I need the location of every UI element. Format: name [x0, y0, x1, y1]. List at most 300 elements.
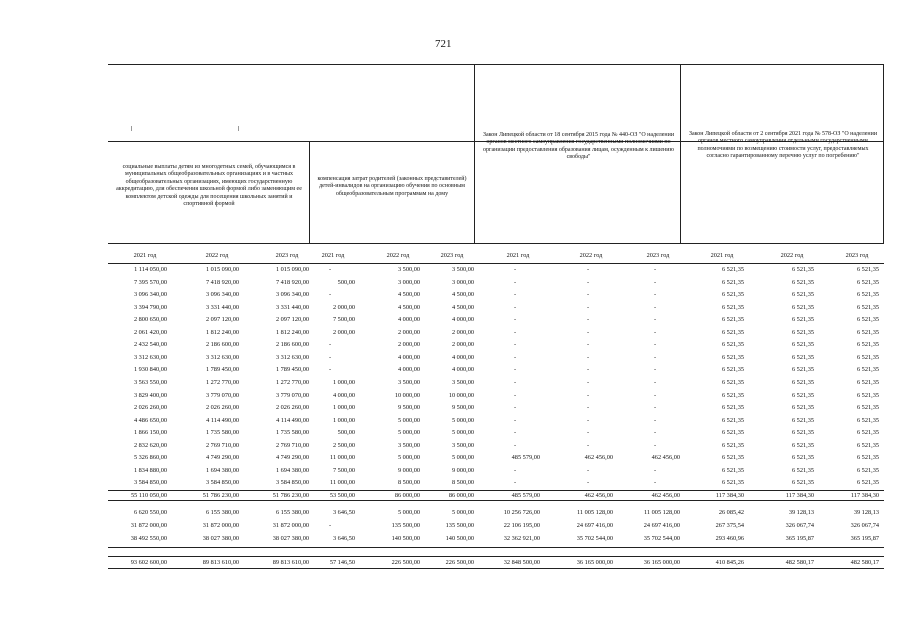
table-cell: 6 521,35 — [721, 316, 744, 324]
table-cell: 326 067,74 — [850, 522, 879, 529]
table-cell: 4 749 290,00 — [205, 454, 239, 462]
table-cell: 7 500,00 — [332, 466, 355, 474]
table-cell: 482 580,17 — [785, 559, 814, 566]
table-cell: 462 456,00 — [584, 492, 613, 499]
table-cell: 7 418 920,00 — [275, 278, 309, 286]
table-cell: 6 521,35 — [791, 416, 814, 424]
table-cell: 2 769 710,00 — [275, 441, 309, 449]
table-cell: 4 500,00 — [451, 291, 474, 299]
table-cell: 140 500,00 — [391, 535, 420, 542]
column-divider — [474, 64, 475, 243]
table-cell: 2 000,00 — [451, 328, 474, 336]
table-cell: 3 096 340,00 — [275, 291, 309, 299]
table-cell: 140 500,00 — [445, 535, 474, 542]
table-cell: 1 735 580,00 — [205, 429, 239, 437]
table-cell: 4 486 650,00 — [133, 416, 167, 424]
table-cell: 2 026 260,00 — [133, 404, 167, 412]
table-cell: 9 500,00 — [397, 404, 420, 412]
table-cell: 1 812 240,00 — [205, 328, 239, 336]
table-cell: 6 521,35 — [856, 466, 879, 474]
table-cell: 6 521,35 — [856, 328, 879, 336]
table-cell: 6 521,35 — [791, 454, 814, 462]
table-cell: - — [586, 291, 590, 299]
table-cell: - — [513, 378, 517, 386]
table-cell: - — [586, 303, 590, 311]
table-cell: - — [513, 416, 517, 424]
table-cell: 6 521,35 — [856, 366, 879, 374]
table-cell: 6 521,35 — [721, 454, 744, 462]
table-cell: - — [513, 341, 517, 349]
table-cell: 6 521,35 — [721, 479, 744, 487]
table-cell: 6 521,35 — [721, 341, 744, 349]
table-cell: 26 085,42 — [718, 509, 744, 516]
table-cell: - — [328, 291, 332, 299]
table-cell: 462 456,00 — [651, 492, 680, 499]
table-cell: 6 521,35 — [721, 441, 744, 449]
table-cell: 6 521,35 — [791, 466, 814, 474]
table-cell: 4 000,00 — [451, 366, 474, 374]
table-cell: - — [653, 366, 657, 374]
table-cell: - — [653, 466, 657, 474]
table-cell: 2 000,00 — [332, 328, 355, 336]
table-cell: 3 500,00 — [451, 378, 474, 386]
table-cell: 1 015 090,00 — [205, 266, 239, 273]
table-cell: - — [586, 366, 590, 374]
table-cell: 6 521,35 — [721, 328, 744, 336]
table-cell: 3 829 400,00 — [133, 391, 167, 399]
year-header: 2021 год — [321, 252, 345, 259]
table-cell: 7 395 570,00 — [133, 278, 167, 286]
table-cell: 7 418 920,00 — [205, 278, 239, 286]
table-cell: - — [653, 328, 657, 336]
table-cell: 6 521,35 — [791, 303, 814, 311]
table-cell: - — [513, 303, 517, 311]
table-cell: 5 000,00 — [397, 416, 420, 424]
table-cell: 6 521,35 — [791, 378, 814, 386]
table-cell: 2 061 420,00 — [133, 328, 167, 336]
table-cell: 6 521,35 — [856, 303, 879, 311]
table-cell: 6 521,35 — [856, 291, 879, 299]
table-cell: 2 800 650,00 — [133, 316, 167, 324]
table-cell: - — [653, 353, 657, 361]
table-cell: - — [586, 391, 590, 399]
table-cell: - — [513, 266, 517, 273]
table-cell: - — [586, 466, 590, 474]
table-cell: 5 000,00 — [451, 416, 474, 424]
table-cell: 51 786 230,00 — [272, 492, 309, 499]
table-cell: 3 500,00 — [397, 441, 420, 449]
table-cell: 4 500,00 — [397, 303, 420, 311]
table-cell: 1 272 770,00 — [205, 378, 239, 386]
table-cell: - — [328, 366, 332, 374]
table-cell: 3 312 630,00 — [205, 353, 239, 361]
table-cell: - — [653, 391, 657, 399]
header-law-578: Закон Липецкой области от 2 сентября 2021 года № 578-ОЗ "О наделении органов местного самоуправления отдельными государственными полномочиями по возмещению стоимости услуг, предоставляемых согласно гарантированному перечню услуг по погребению" — [688, 131, 878, 160]
table-cell: 6 521,35 — [856, 391, 879, 399]
table-cell: - — [513, 391, 517, 399]
table-cell: 3 096 340,00 — [205, 291, 239, 299]
table-cell: 6 521,35 — [791, 479, 814, 487]
table-cell: 2 832 620,00 — [133, 441, 167, 449]
table-cell: 6 521,35 — [856, 353, 879, 361]
table-cell: 2 186 600,00 — [205, 341, 239, 349]
table-cell: 267 375,54 — [715, 522, 744, 529]
table-cell: 6 521,35 — [791, 353, 814, 361]
table-cell: 6 155 380,00 — [205, 509, 239, 516]
table-cell: 2 000,00 — [397, 328, 420, 336]
table-cell: 410 845,26 — [715, 559, 744, 566]
table-cell: 35 702 544,00 — [576, 535, 613, 542]
table-cell: 6 521,35 — [791, 328, 814, 336]
table-cell: 10 256 726,00 — [503, 509, 540, 516]
table-cell: 6 521,35 — [791, 341, 814, 349]
table-cell: 22 106 195,00 — [503, 522, 540, 529]
table-cell: 226 500,00 — [391, 559, 420, 566]
table-cell: 3 584 850,00 — [275, 479, 309, 487]
table-cell: 2 097 120,00 — [205, 316, 239, 324]
table-cell: - — [653, 479, 657, 487]
table-cell: - — [653, 266, 657, 273]
table-cell: - — [513, 466, 517, 474]
table-cell: 5 000,00 — [397, 509, 420, 516]
table-cell: 6 521,35 — [856, 416, 879, 424]
table-cell: 10 000,00 — [394, 391, 420, 399]
table-cell: 2 026 260,00 — [205, 404, 239, 412]
table-cell: 3 646,50 — [332, 509, 355, 516]
table-cell: 3 000,00 — [451, 278, 474, 286]
table-cell: 6 521,35 — [791, 291, 814, 299]
table-cell: 11 005 128,00 — [644, 509, 680, 516]
table-cell: - — [513, 366, 517, 374]
header-social-payments: социальные выплаты детям из многодетных семей, обучающимся в муниципальных общеобразовательных организациях и в частных общеобразовательных организациях, имеющих государственную аккредитацию, для обеспечения школьной формой либо заменяющим ее комплектом детской одежды для посещения школьных занятий и спортивной формой — [116, 164, 302, 208]
table-cell: 51 786 230,00 — [202, 492, 239, 499]
table-cell: 1 789 450,00 — [205, 366, 239, 374]
table-cell: 31 872 000,00 — [202, 522, 239, 529]
table-cell: 2 769 710,00 — [205, 441, 239, 449]
table-cell: 3 500,00 — [397, 378, 420, 386]
table-cell: 5 000,00 — [451, 454, 474, 462]
year-header: 2022 год — [205, 252, 229, 259]
total-bottom-line — [108, 568, 884, 569]
table-cell: 6 521,35 — [721, 404, 744, 412]
table-cell: 39 128,13 — [788, 509, 814, 516]
table-cell: - — [586, 278, 590, 286]
table-cell: 293 460,96 — [715, 535, 744, 542]
table-cell: - — [586, 378, 590, 386]
table-cell: - — [586, 316, 590, 324]
table-cell: 8 500,00 — [397, 479, 420, 487]
table-cell: 6 521,35 — [791, 278, 814, 286]
table-cell: - — [328, 522, 332, 529]
table-cell: 6 521,35 — [721, 429, 744, 437]
header-disabled-children-compensation: компенсация затрат родителей (законных представителей) детей-инвалидов на организацию обучения по основным общеобразовательным программам на дому — [317, 176, 467, 197]
table-cell: 6 521,35 — [791, 266, 814, 273]
subtotal-bottom-line — [108, 500, 884, 501]
table-cell: 117 384,30 — [785, 492, 814, 499]
table-cell: 32 848 500,00 — [503, 559, 540, 566]
table-cell: 1 789 450,00 — [275, 366, 309, 374]
table-cell: 89 813 610,00 — [272, 559, 309, 566]
table-cell: 326 067,74 — [785, 522, 814, 529]
table-cell: 3 312 630,00 — [275, 353, 309, 361]
table-cell: 1 812 240,00 — [275, 328, 309, 336]
table-cell: 5 000,00 — [397, 429, 420, 437]
table-cell: 6 521,35 — [856, 316, 879, 324]
table-cell: 1 000,00 — [332, 404, 355, 412]
table-cell: 135 500,00 — [445, 522, 474, 529]
table-cell: 4 000,00 — [451, 353, 474, 361]
table-cell: 462 456,00 — [584, 454, 613, 462]
table-cell: 86 000,00 — [448, 492, 474, 499]
table-cell: 11 005 128,00 — [577, 509, 613, 516]
table-cell: - — [653, 416, 657, 424]
table-cell: 3 331 440,00 — [275, 303, 309, 311]
table-cell: 89 813 610,00 — [202, 559, 239, 566]
table-cell: - — [513, 291, 517, 299]
table-cell: - — [513, 441, 517, 449]
table-cell: 55 110 050,00 — [131, 492, 167, 499]
table-cell: 31 872 000,00 — [272, 522, 309, 529]
table-cell: 1 000,00 — [332, 378, 355, 386]
table-cell: 3 500,00 — [397, 266, 420, 273]
table-cell: 53 500,00 — [329, 492, 355, 499]
year-header: 2021 год — [506, 252, 530, 259]
table-cell: 6 521,35 — [791, 316, 814, 324]
table-cell: 86 000,00 — [394, 492, 420, 499]
year-header: 2022 год — [579, 252, 603, 259]
table-cell: 31 872 000,00 — [130, 522, 167, 529]
year-header: 2021 год — [710, 252, 734, 259]
table-cell: 1 735 580,00 — [275, 429, 309, 437]
year-header: 2023 год — [845, 252, 869, 259]
table-cell: 500,00 — [337, 429, 355, 437]
year-header: 2021 год — [133, 252, 157, 259]
table-cell: - — [586, 404, 590, 412]
table-cell: 3 779 070,00 — [275, 391, 309, 399]
table-cell: - — [513, 479, 517, 487]
table-cell: - — [586, 266, 590, 273]
table-cell: 6 620 550,00 — [133, 509, 167, 516]
table-cell: 1 694 380,00 — [205, 466, 239, 474]
years-top-line — [108, 243, 884, 244]
table-cell: - — [328, 341, 332, 349]
tick-mark — [238, 126, 239, 131]
year-header: 2023 год — [275, 252, 299, 259]
table-cell: 6 521,35 — [721, 466, 744, 474]
table-cell: 6 521,35 — [856, 378, 879, 386]
table-cell: 36 165 000,00 — [643, 559, 680, 566]
table-cell: 2 000,00 — [397, 341, 420, 349]
table-cell: 4 000,00 — [397, 316, 420, 324]
table-cell: 38 492 550,00 — [130, 535, 167, 542]
table-cell: - — [513, 429, 517, 437]
table-cell: 4 000,00 — [332, 391, 355, 399]
table-cell: 6 521,35 — [721, 266, 744, 273]
table-cell: - — [586, 441, 590, 449]
table-cell: 6 521,35 — [791, 366, 814, 374]
table-cell: 6 521,35 — [721, 291, 744, 299]
table-cell: 3 500,00 — [451, 266, 474, 273]
table-cell: - — [653, 291, 657, 299]
table-cell: 3 584 850,00 — [205, 479, 239, 487]
table-cell: - — [653, 378, 657, 386]
table-cell: 2 432 540,00 — [133, 341, 167, 349]
table-cell: 1 866 150,00 — [133, 429, 167, 437]
table-cell: - — [586, 353, 590, 361]
table-cell: 6 521,35 — [856, 404, 879, 412]
table-cell: - — [653, 429, 657, 437]
table-cell: 8 500,00 — [451, 479, 474, 487]
years-bottom-line — [108, 263, 884, 264]
table-cell: 1 694 380,00 — [275, 466, 309, 474]
table-cell: 5 000,00 — [451, 509, 474, 516]
table-cell: - — [513, 316, 517, 324]
table-cell: - — [328, 266, 332, 273]
table-cell: 6 521,35 — [856, 454, 879, 462]
table-cell: 11 000,00 — [330, 454, 355, 462]
table-cell: 9 000,00 — [451, 466, 474, 474]
table-cell: 3 646,50 — [332, 535, 355, 542]
table-cell: 6 521,35 — [721, 303, 744, 311]
column-divider — [680, 64, 681, 243]
table-cell: 57 146,50 — [329, 559, 355, 566]
table-cell: 485 579,00 — [511, 492, 540, 499]
table-cell: 6 155 380,00 — [275, 509, 309, 516]
table-cell: 6 521,35 — [721, 416, 744, 424]
table-cell: - — [586, 429, 590, 437]
table-cell: - — [513, 278, 517, 286]
table-cell: 6 521,35 — [721, 278, 744, 286]
table-cell: 6 521,35 — [856, 278, 879, 286]
tick-mark — [131, 126, 132, 131]
table-cell: 6 521,35 — [791, 429, 814, 437]
table-cell: 6 521,35 — [791, 404, 814, 412]
table-cell: - — [586, 479, 590, 487]
table-cell: 4 114 490,00 — [206, 416, 239, 424]
table-cell: 482 580,17 — [850, 559, 879, 566]
table-cell: 485 579,00 — [511, 454, 540, 462]
year-header: 2022 год — [386, 252, 410, 259]
table-cell: 2 500,00 — [332, 441, 355, 449]
table-cell: - — [328, 353, 332, 361]
table-cell: 4 000,00 — [397, 366, 420, 374]
table-cell: 3 500,00 — [451, 441, 474, 449]
table-cell: 117 384,30 — [850, 492, 879, 499]
table-cell: 4 500,00 — [451, 303, 474, 311]
table-cell: 2 026 260,00 — [275, 404, 309, 412]
header-law-440: Закон Липецкой области от 18 сентября 2015 года № 440-ОЗ "О наделении органов местного самоуправления государственными полномочиями по организации предоставления образования лицам, осужденным к лишению свободы" — [482, 132, 675, 161]
table-cell: 93 602 600,00 — [130, 559, 167, 566]
table-cell: - — [653, 441, 657, 449]
table-cell: 365 195,87 — [850, 535, 879, 542]
table-cell: 38 027 380,00 — [272, 535, 309, 542]
table-cell: 365 195,87 — [785, 535, 814, 542]
table-cell: 35 702 544,00 — [643, 535, 680, 542]
summary-line — [108, 547, 884, 548]
table-cell: 39 128,13 — [853, 509, 879, 516]
table-cell: 6 521,35 — [856, 441, 879, 449]
table-cell: - — [653, 316, 657, 324]
column-divider — [883, 64, 884, 243]
table-cell: - — [513, 353, 517, 361]
table-top-border — [108, 64, 884, 65]
table-cell: 6 521,35 — [721, 378, 744, 386]
table-cell: - — [653, 303, 657, 311]
year-header: 2023 год — [440, 252, 464, 259]
table-cell: 36 165 000,00 — [576, 559, 613, 566]
table-cell: 6 521,35 — [856, 266, 879, 273]
table-cell: 6 521,35 — [791, 391, 814, 399]
table-cell: 4 000,00 — [397, 353, 420, 361]
table-cell: 1 000,00 — [332, 416, 355, 424]
table-cell: 2 000,00 — [332, 303, 355, 311]
table-cell: 11 000,00 — [330, 479, 355, 487]
table-cell: 24 697 416,00 — [643, 522, 680, 529]
table-cell: 500,00 — [337, 278, 355, 286]
table-cell: 462 456,00 — [651, 454, 680, 462]
table-cell: 6 521,35 — [791, 441, 814, 449]
table-cell: - — [586, 341, 590, 349]
table-cell: 32 362 921,00 — [503, 535, 540, 542]
table-cell: - — [513, 328, 517, 336]
total-top-line — [108, 556, 884, 557]
column-divider — [309, 141, 310, 243]
table-cell: 38 027 380,00 — [202, 535, 239, 542]
table-cell: 6 521,35 — [856, 479, 879, 487]
budget-table — [108, 64, 884, 570]
table-cell: 5 326 860,00 — [133, 454, 167, 462]
table-cell: 6 521,35 — [721, 391, 744, 399]
table-cell: 3 779 070,00 — [205, 391, 239, 399]
table-cell: 6 521,35 — [856, 341, 879, 349]
table-cell: 226 500,00 — [445, 559, 474, 566]
table-cell: 3 563 550,00 — [133, 378, 167, 386]
table-cell: 3 331 440,00 — [205, 303, 239, 311]
table-cell: 1 272 770,00 — [275, 378, 309, 386]
table-cell: 3 584 850,00 — [133, 479, 167, 487]
year-header: 2023 год — [646, 252, 670, 259]
table-cell: 1 114 050,00 — [134, 266, 167, 273]
table-cell: 1 930 840,00 — [133, 366, 167, 374]
table-cell: - — [586, 416, 590, 424]
table-cell: 7 500,00 — [332, 316, 355, 324]
table-cell: 3 000,00 — [397, 278, 420, 286]
table-cell: 5 000,00 — [451, 429, 474, 437]
table-cell: 10 000,00 — [448, 391, 474, 399]
table-cell: 3 096 340,00 — [133, 291, 167, 299]
table-cell: 6 521,35 — [721, 353, 744, 361]
table-cell: 4 114 490,00 — [276, 416, 309, 424]
table-cell: 2 000,00 — [451, 341, 474, 349]
table-cell: 2 186 600,00 — [275, 341, 309, 349]
table-cell: 4 749 290,00 — [275, 454, 309, 462]
table-cell: 117 384,30 — [715, 492, 744, 499]
table-cell: 5 000,00 — [397, 454, 420, 462]
table-cell: 3 394 790,00 — [133, 303, 167, 311]
table-cell: 24 697 416,00 — [576, 522, 613, 529]
page-number: 721 — [435, 38, 452, 50]
table-cell: 4 500,00 — [397, 291, 420, 299]
year-header: 2022 год — [780, 252, 804, 259]
table-cell: 6 521,35 — [856, 429, 879, 437]
table-cell: 1 015 090,00 — [275, 266, 309, 273]
table-cell: - — [653, 404, 657, 412]
table-cell: - — [586, 328, 590, 336]
table-cell: 1 834 880,00 — [133, 466, 167, 474]
table-cell: 6 521,35 — [721, 366, 744, 374]
table-cell: 9 000,00 — [397, 466, 420, 474]
table-cell: 4 000,00 — [451, 316, 474, 324]
